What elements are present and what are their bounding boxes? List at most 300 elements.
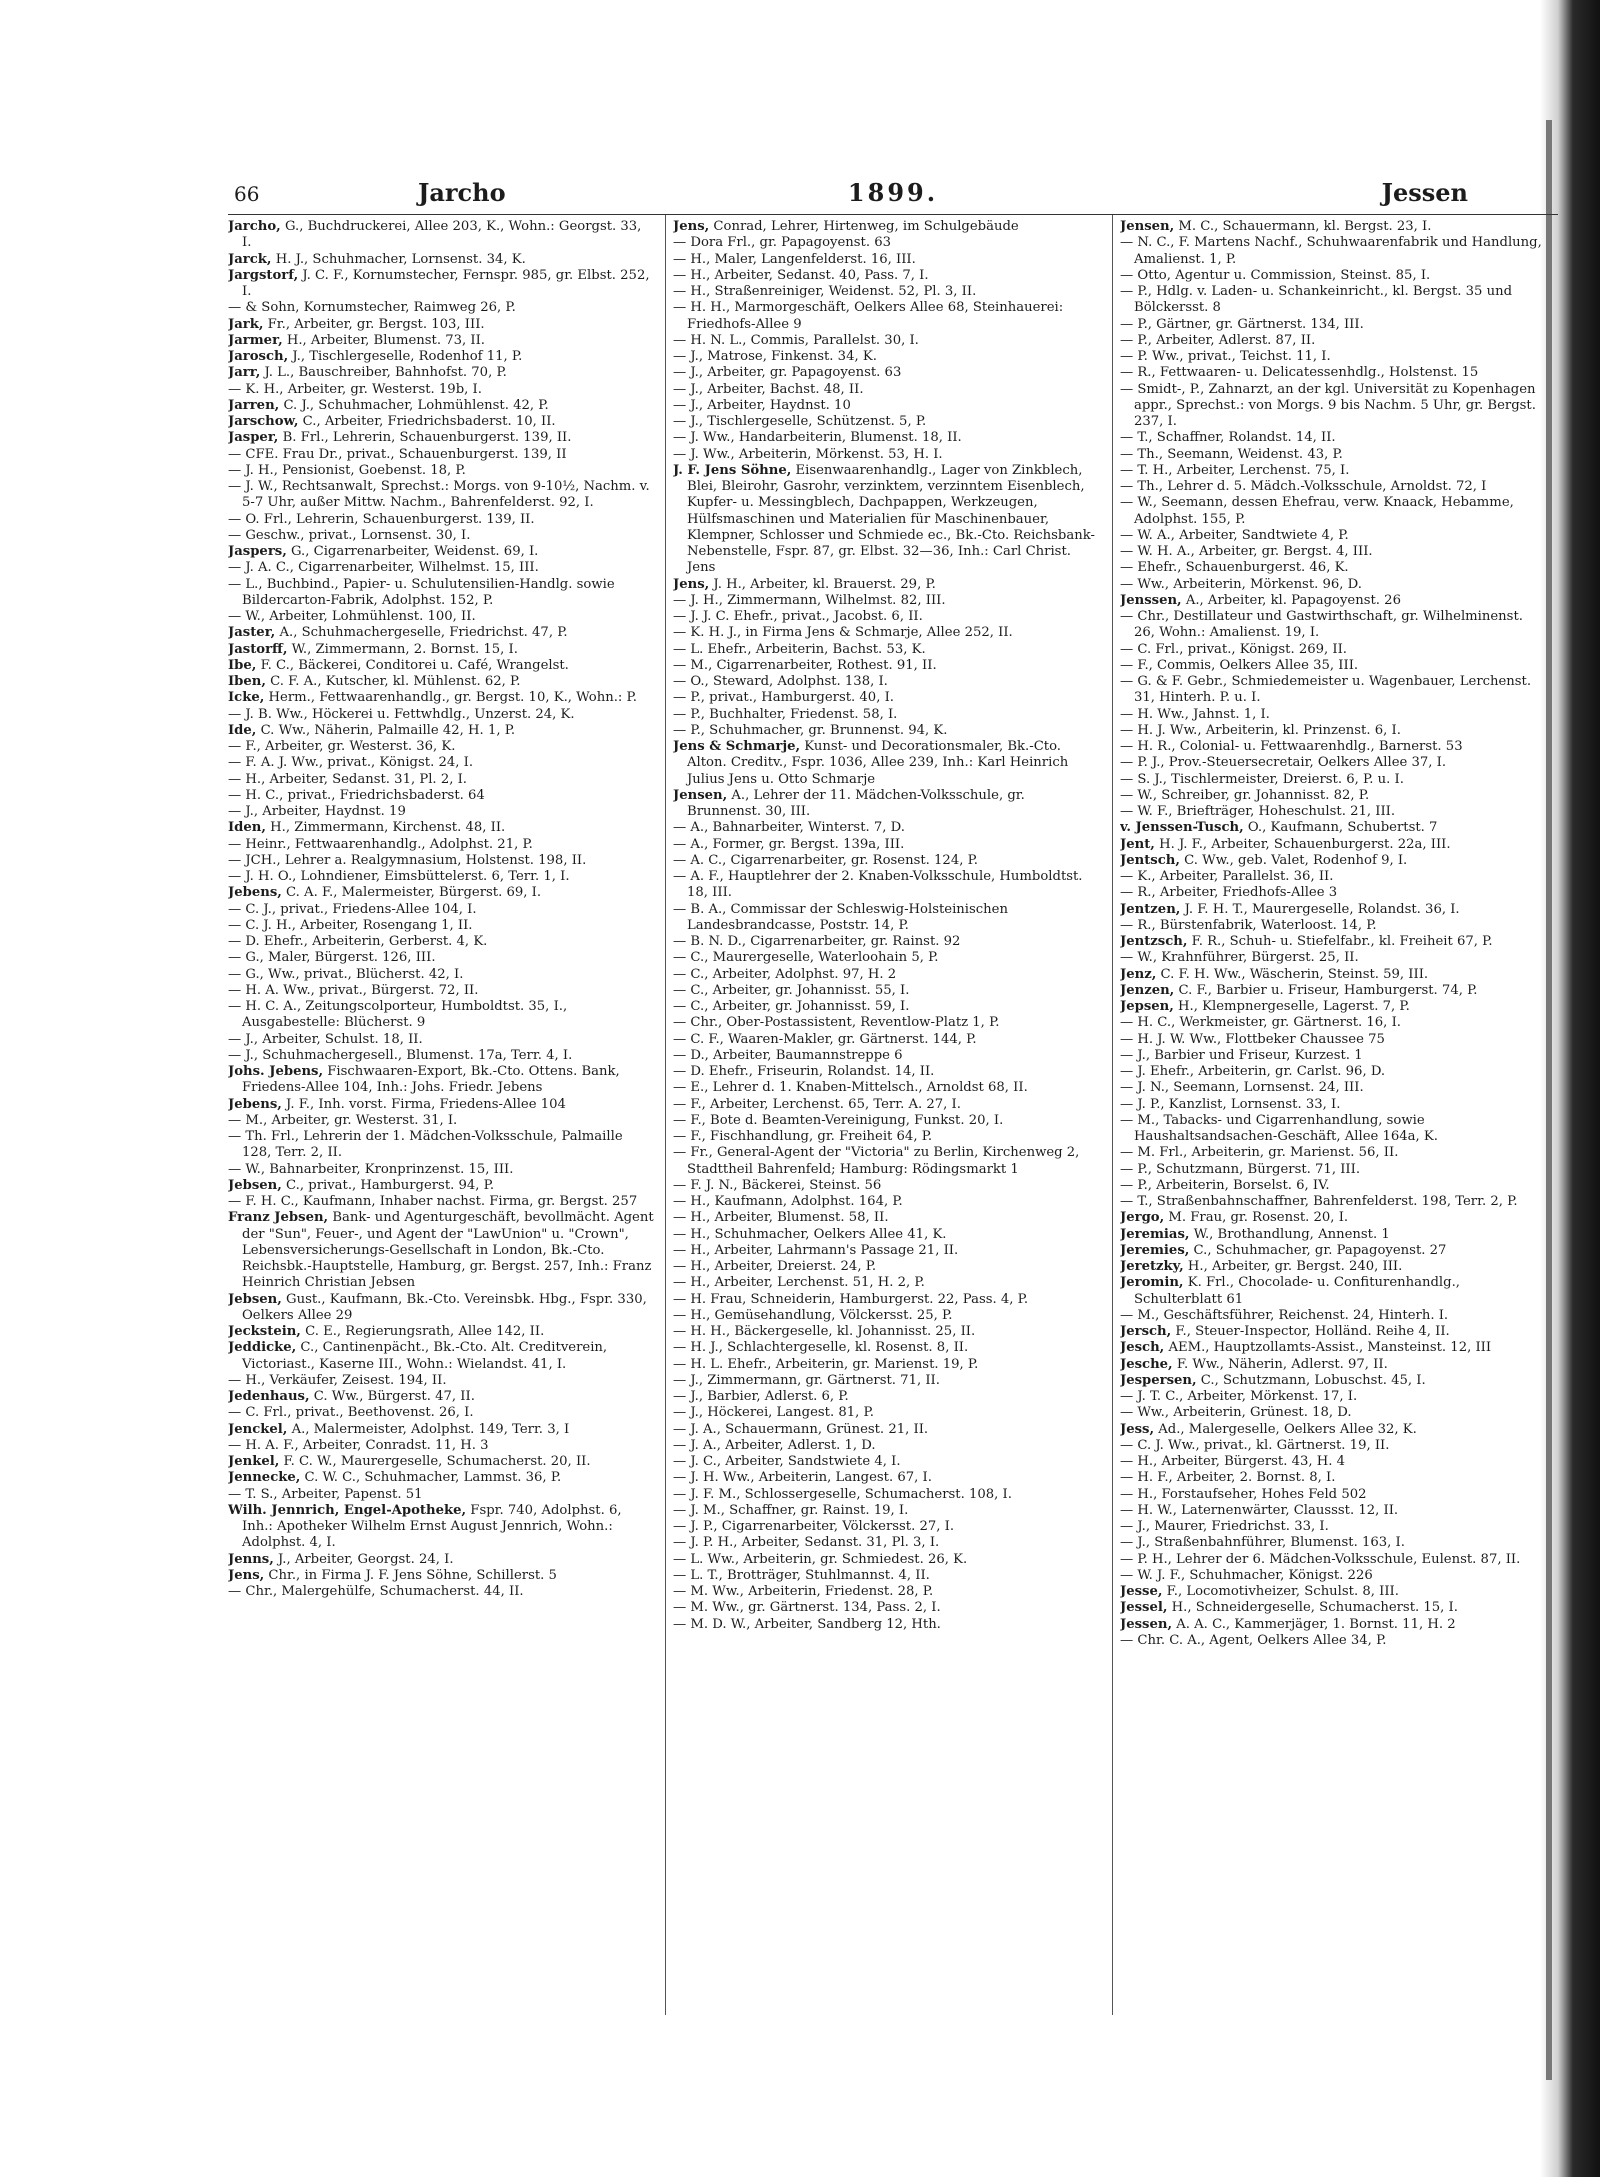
entry-details: — T., Schaffner, Rolandst. 14, II. [1120, 430, 1336, 446]
entry-details: — H., Forstaufseher, Hohes Feld 502 [1120, 1486, 1367, 1502]
entry-details: F., Locomotivheizer, Schulst. 8, III. [1162, 1584, 1399, 1599]
directory-entry [1120, 1600, 1546, 1616]
directory-entry [228, 300, 654, 316]
directory-entry [673, 739, 1099, 788]
entry-details: C., Arbeiter, Friedrichsbaderst. 10, II. [298, 414, 556, 429]
directory-entry [1120, 1178, 1546, 1194]
entry-details: — W., Krahnführer, Bürgerst. 25, II. [1120, 950, 1359, 966]
entry-details: — Otto, Agentur u. Commission, Steinst. 85, I. [1120, 267, 1431, 283]
directory-entry [1120, 885, 1546, 901]
entry-details: O., Kaufmann, Schubertst. 7 [1243, 820, 1438, 836]
entry-details: — L. Ww., Arbeiterin, gr. Schmiedest. 26, K. [673, 1551, 968, 1567]
entry-details: J. F. H. T., Maurergeselle, Rolandst. 36, I. [1180, 901, 1460, 917]
entry-details: — J., Barbier, Adlerst. 6, P. [673, 1389, 849, 1404]
entry-details: C., Cantinenpächt., Bk.-Cto. Alt. Creditverein, Victoriast., Kaserne III., Wohn.: Wielandst. 41, I. [242, 1340, 608, 1372]
directory-entry [673, 1519, 1099, 1535]
entry-details: W., Zimmermann, 2. Bornst. 15, I. [287, 641, 518, 657]
directory-entry [1120, 707, 1546, 723]
directory-entry [228, 820, 654, 836]
entry-details: — A., Bahnarbeiter, Winterst. 7, D. [673, 820, 905, 836]
entry-details: M. Frau, gr. Rosenst. 20, I. [1164, 1210, 1349, 1226]
directory-entry [228, 317, 654, 333]
directory-entry [673, 820, 1099, 836]
entry-details: — J. A., Schauermann, Grünest. 21, II. [673, 1421, 929, 1437]
directory-entry [1120, 333, 1546, 349]
directory-entry [673, 788, 1099, 821]
entry-details: — H., Arbeiter, Lahrmann's Passage 21, II. [673, 1242, 959, 1258]
entry-details: — H., Arbeiter, Sedanst. 31, Pl. 2, I. [228, 771, 467, 787]
entry-details: — P. J., Prov.-Steuersecretair, Oelkers Allee 37, I. [1120, 755, 1447, 771]
entry-details: J. H., Arbeiter, kl. Brauerst. 29, P. [709, 576, 936, 592]
directory-entry [228, 1032, 654, 1048]
directory-entry [673, 398, 1099, 414]
entry-surname: Jensen, [1120, 219, 1175, 234]
directory-entry [1120, 577, 1546, 593]
entry-details: — Fr., General-Agent der "Victoria" zu Berlin, Kirchenweg 2, Stadttheil Bahrenfeld; Hamburg: Rödingsmarkt 1 [673, 1145, 1080, 1177]
entry-details: A., Schuhmachergeselle, Friedrichst. 47, P. [275, 625, 568, 641]
entry-details: — H., Arbeiter, Bürgerst. 43, H. 4 [1120, 1454, 1346, 1469]
directory-entry [1120, 723, 1546, 739]
entry-details: — H., Schuhmacher, Oelkers Allee 41, K. [673, 1226, 947, 1242]
directory-entry [228, 690, 654, 706]
entry-surname: Ide, [228, 722, 257, 738]
entry-details: — W., Seemann, dessen Ehefrau, verw. Knaack, Hebamme, Adolphst. 155, P. [1120, 495, 1514, 527]
directory-entry [1120, 219, 1546, 235]
entry-details: — J. H., Pensionist, Goebenst. 18, P. [228, 462, 466, 478]
entry-surname: Jeddicke, [228, 1340, 297, 1356]
directory-entry [673, 284, 1099, 300]
directory-entry [1120, 772, 1546, 788]
entry-surname: Jessel, [1120, 1600, 1168, 1616]
entry-surname: Jeckstein, [228, 1324, 301, 1339]
entry-surname: Jark, [228, 316, 264, 332]
directory-entry [1120, 317, 1546, 333]
running-head-last-entry: Jessen [1381, 178, 1468, 207]
directory-entry [1120, 1048, 1546, 1064]
entry-details: — Th., Seemann, Weidenst. 43, P. [1120, 446, 1343, 462]
entry-details: — P., Schutzmann, Bürgerst. 71, III. [1120, 1161, 1361, 1177]
entry-surname: Jarmer, [228, 332, 283, 348]
entry-details: — H., Arbeiter, Lerchenst. 51, H. 2, P. [673, 1275, 925, 1291]
entry-surname: Jeremies, [1120, 1242, 1190, 1258]
directory-entry [673, 1373, 1099, 1389]
entry-details: — J. Ehefr., Arbeiterin, gr. Carlst. 96, D. [1120, 1064, 1386, 1079]
entry-details: — F., Fischhandlung, gr. Freiheit 64, P. [673, 1129, 933, 1144]
entry-details: — H., Arbeiter, Sedanst. 40, Pass. 7, I. [673, 267, 929, 283]
directory-entry [673, 1227, 1099, 1243]
entry-details: — J. Ww., Arbeiterin, Mörkenst. 53, H. I. [673, 446, 943, 462]
entry-details: C. Ww., Bürgerst. 47, II. [309, 1389, 475, 1404]
directory-entry [673, 609, 1099, 625]
entry-details: — O., Steward, Adolphst. 138, I. [673, 674, 888, 689]
entry-surname: Jarcho, [228, 219, 281, 234]
directory-entry [673, 658, 1099, 674]
directory-entry [228, 333, 654, 349]
directory-entry [228, 1064, 654, 1097]
directory-entry [1120, 755, 1546, 771]
entry-details: G., Cigarrenarbeiter, Weidenst. 69, I. [286, 544, 539, 559]
page-header [228, 178, 1558, 215]
entry-details: F. R., Schuh- u. Stiefelfabr., kl. Freiheit 67, P. [1187, 934, 1493, 949]
entry-details: Fspr. 740, Adolphst. 6, Inh.: Apotheker Wilhelm Ernst August Jennrich, Wohn.: Adolphst. 4, I. [242, 1502, 622, 1551]
directory-entry [673, 837, 1099, 853]
entry-details: — W., Arbeiter, Lohmühlenst. 100, II. [228, 609, 476, 624]
entry-details: C. F., Barbier u. Friseur, Hamburgerst. 74, P. [1174, 982, 1478, 998]
entry-details: — B. N. D., Cigarrenarbeiter, gr. Rainst. 92 [673, 934, 961, 949]
directory-entry [1120, 950, 1546, 966]
directory-entry [673, 902, 1099, 935]
entry-surname: Johs. Jebens, [228, 1064, 324, 1079]
directory-entry [1120, 1162, 1546, 1178]
directory-entry [673, 268, 1099, 284]
directory-entry [228, 1194, 654, 1210]
directory-entry [228, 414, 654, 430]
directory-entry [1120, 1535, 1546, 1551]
entry-details: H., Zimmermann, Kirchenst. 48, II. [265, 820, 506, 836]
entry-details: — Chr. C. A., Agent, Oelkers Allee 34, P. [1120, 1632, 1387, 1648]
directory-entry [1120, 1275, 1546, 1308]
entry-details: A. A. C., Kammerjäger, 1. Bornst. 11, H. 2 [1172, 1616, 1456, 1632]
directory-entry [673, 1015, 1099, 1031]
entry-details: H., Arbeiter, gr. Bergst. 240, III. [1183, 1259, 1403, 1274]
directory-entry [1120, 658, 1546, 674]
entry-details: — K. H., Arbeiter, gr. Westerst. 19b, I. [228, 381, 482, 397]
directory-entry [673, 1503, 1099, 1519]
directory-entry [228, 772, 654, 788]
entry-details: — Chr., Destillateur und Gastwirthschaft, gr. Wilhelminenst. 26, Wohn.: Amalienst. 19, I. [1120, 609, 1523, 641]
entry-details: — M., Cigarrenarbeiter, Rothest. 91, II. [673, 657, 937, 673]
entry-surname: Jersch, [1120, 1324, 1172, 1339]
directory-entry [673, 593, 1099, 609]
entry-details: — J. N., Seemann, Lornsenst. 24, III. [1120, 1080, 1364, 1096]
entry-details: — JCH., Lehrer a. Realgymnasium, Holstenst. 198, II. [228, 852, 587, 868]
directory-entry [228, 934, 654, 950]
entry-details: — T., Straßenbahnschaffner, Bahrenfelderst. 198, Terr. 2, P. [1120, 1194, 1518, 1209]
entry-details: — W. H. A., Arbeiter, gr. Bergst. 4, III. [1120, 544, 1373, 559]
entry-surname: Jarr, [228, 365, 261, 381]
directory-entry [1120, 674, 1546, 707]
directory-entry [1120, 1584, 1546, 1600]
entry-details: — W., Bahnarbeiter, Kronprinzenst. 15, III. [228, 1161, 514, 1177]
entry-details: — Th. Frl., Lehrerin der 1. Mädchen-Volksschule, Palmaille 128, Terr. 2, II. [228, 1129, 623, 1161]
directory-entry [1120, 983, 1546, 999]
directory-entry [673, 1178, 1099, 1194]
entry-surname: Jepsen, [1120, 999, 1174, 1014]
directory-entry [673, 674, 1099, 690]
entry-details: — F. J. N., Bäckerei, Steinst. 56 [673, 1177, 882, 1193]
directory-entry [228, 625, 654, 641]
running-head-year: 1899. [847, 178, 939, 207]
entry-surname: Jenz, [1120, 966, 1157, 982]
directory-entry [1120, 902, 1546, 918]
entry-details: — L. T., Brotträger, Stuhlmannst. 4, II. [673, 1567, 930, 1583]
entry-details: F. Ww., Näherin, Adlerst. 97, II. [1172, 1356, 1388, 1372]
directory-entry [228, 739, 654, 755]
entry-details: — Dora Frl., gr. Papagoyenst. 63 [673, 235, 891, 251]
directory-entry [1120, 1568, 1546, 1584]
entry-surname: Franz Jebsen, [228, 1210, 329, 1226]
entry-surname: Jarck, [228, 251, 272, 267]
directory-entry [1120, 430, 1546, 446]
entry-details: — H. A. Ww., privat., Bürgerst. 72, II. [228, 982, 479, 998]
directory-entry [673, 934, 1099, 950]
entry-details: — R., Arbeiter, Friedhofs-Allee 3 [1120, 885, 1338, 901]
entry-details: — J., Höckerei, Langest. 81, P. [673, 1405, 874, 1421]
directory-entry [228, 1503, 654, 1552]
entry-surname: Jespersen, [1120, 1372, 1197, 1388]
entry-surname: Jenssen, [1120, 592, 1182, 608]
entry-details: — Ehefr., Schauenburgerst. 46, K. [1120, 560, 1349, 576]
entry-surname: Jens & Schmarje, [673, 739, 801, 754]
entry-details: — M. D. W., Arbeiter, Sandberg 12, Hth. [673, 1616, 941, 1632]
entry-details: — H. H., Marmorgeschäft, Oelkers Allee 68, Steinhauerei: Friedhofs-Allee 9 [673, 300, 1064, 332]
entry-details: — J. M., Schaffner, gr. Rainst. 19, I. [673, 1502, 909, 1518]
entry-surname: Jeremias, [1120, 1226, 1190, 1242]
entry-details: Herm., Fettwaarenhandlg., gr. Bergst. 10, K., Wohn.: P. [264, 690, 637, 706]
entry-details: C. F. H. Ww., Wäscherin, Steinst. 59, III. [1156, 966, 1429, 982]
directory-entry [673, 382, 1099, 398]
entry-details: G., Buchdruckerei, Allee 203, K., Wohn.: Georgst. 33, I. [242, 219, 642, 251]
directory-entry [673, 1210, 1099, 1226]
entry-details: — Ww., Arbeiterin, Mörkenst. 96, D. [1120, 576, 1362, 592]
entry-surname: Jenkel, [228, 1454, 280, 1469]
entry-surname: Jebens, [228, 885, 282, 901]
entry-details: — H. J. W. Ww., Flottbeker Chaussee 75 [1120, 1031, 1385, 1047]
directory-entry [228, 349, 654, 365]
entry-details: — P., Arbeiterin, Borselst. 6, IV. [1120, 1177, 1330, 1193]
entry-surname: Jentsch, [1120, 852, 1180, 868]
entry-details: — H. C. A., Zeitungscolporteur, Humboldtst. 35, I., Ausgabestelle: Blücherst. 9 [228, 999, 568, 1031]
entry-details: F., Steuer-Inspector, Holländ. Reihe 4, II. [1171, 1324, 1450, 1339]
directory-entry [228, 1422, 654, 1438]
directory-entry [228, 1340, 654, 1373]
entry-details: A., Arbeiter, kl. Papagoyenst. 26 [1181, 592, 1401, 608]
entry-details: H., Schneidergeselle, Schumacherst. 15, I. [1167, 1600, 1458, 1616]
entry-surname: Jebens, [228, 1096, 282, 1112]
entry-details: — W. F., Briefträger, Hoheschulst. 21, III. [1120, 804, 1396, 819]
directory-entry [1120, 1259, 1546, 1275]
entry-surname: Jarren, [228, 397, 280, 413]
entry-details: — H. C., Werkmeister, gr. Gärtnerst. 16, I. [1120, 1015, 1401, 1031]
entry-details: — H. R., Colonial- u. Fettwaarenhdlg., Barnerst. 53 [1120, 739, 1463, 754]
directory-entry [1120, 365, 1546, 381]
directory-entry [1120, 788, 1546, 804]
directory-entry [1120, 869, 1546, 885]
directory-entry [228, 1292, 654, 1325]
directory-entry [673, 333, 1099, 349]
entry-details: Gust., Kaufmann, Bk.-Cto. Vereinsbk. Hbg., Fspr. 330, Oelkers Allee 29 [242, 1291, 647, 1323]
entry-details: — J. Ww., Handarbeiterin, Blumenst. 18, II. [673, 430, 962, 446]
entry-details: K. Frl., Chocolade- u. Confiturenhandlg., Schulterblatt 61 [1134, 1275, 1460, 1307]
directory-entry [673, 999, 1099, 1015]
entry-details: — R., Fettwaaren- u. Delicatessenhdlg., Holstenst. 15 [1120, 365, 1479, 381]
entry-details: — J., Arbeiter, Haydnst. 10 [673, 397, 851, 413]
entry-details: H. J., Schuhmacher, Lornsenst. 34, K. [271, 251, 526, 267]
entry-details: — M. Frl., Arbeiterin, gr. Marienst. 56, II. [1120, 1145, 1399, 1161]
directory-entry [228, 983, 654, 999]
entry-surname: Wilh. Jennrich, Engel-Apotheke, [228, 1502, 467, 1518]
entry-details: C. W. C., Schuhmacher, Lammst. 36, P. [300, 1470, 562, 1486]
directory-entry [1120, 739, 1546, 755]
entry-surname: Jesche, [1120, 1356, 1173, 1372]
directory-entry [673, 252, 1099, 268]
entry-details: — J. P. H., Arbeiter, Sedanst. 31, Pl. 3, I. [673, 1535, 940, 1551]
entry-surname: Icke, [228, 690, 265, 706]
directory-entry [228, 804, 654, 820]
entry-details: — J. T. C., Arbeiter, Mörkenst. 17, I. [1120, 1389, 1358, 1404]
directory-entry [1120, 1487, 1546, 1503]
directory-entry [673, 869, 1099, 902]
directory-entry [673, 1324, 1099, 1340]
entry-details: — J. A., Arbeiter, Adlerst. 1, D. [673, 1437, 876, 1453]
directory-entry [228, 642, 654, 658]
directory-entry [228, 609, 654, 625]
entry-surname: Jess, [1120, 1421, 1155, 1437]
directory-entry [228, 902, 654, 918]
directory-entry [673, 430, 1099, 446]
directory-entry [228, 447, 654, 463]
directory-entry [1120, 235, 1546, 268]
entry-details: — H., Maler, Langenfelderst. 16, III. [673, 251, 916, 267]
directory-entry [673, 414, 1099, 430]
directory-entry [1120, 853, 1546, 869]
entry-details: — J., Arbeiter, Schulst. 18, II. [228, 1031, 423, 1047]
entry-details: — Ww., Arbeiterin, Grünest. 18, D. [1120, 1405, 1352, 1421]
entry-details: — H. C., privat., Friedrichsbaderst. 64 [228, 787, 485, 803]
entry-surname: Jessen, [1120, 1616, 1173, 1632]
entry-details: — H., Gemüsehandlung, Völckersst. 25, P. [673, 1307, 953, 1323]
entry-details: — R., Bürstenfabrik, Waterloost. 14, P. [1120, 917, 1377, 933]
entry-surname: Jennecke, [228, 1470, 301, 1486]
directory-entry [1120, 1243, 1546, 1259]
entry-details: — J. P., Cigarrenarbeiter, Völckersst. 27, I. [673, 1519, 955, 1534]
entry-surname: J. F. Jens Söhne, [673, 462, 792, 478]
directory-entry [228, 918, 654, 934]
entry-details: — H. F., Arbeiter, 2. Bornst. 8, I. [1120, 1470, 1336, 1486]
directory-entry [1120, 1617, 1546, 1633]
directory-entry [673, 1454, 1099, 1470]
directory-entry [673, 1308, 1099, 1324]
directory-entry [1120, 1357, 1546, 1373]
entry-surname: Jesse, [1120, 1584, 1163, 1599]
entry-details: — F., Bote d. Beamten-Vereinigung, Funkst. 20, I. [673, 1112, 1004, 1128]
entry-details: C., Schuhmacher, gr. Papagoyenst. 27 [1189, 1242, 1447, 1258]
entry-details: — H., Arbeiter, Dreierst. 24, P. [673, 1259, 877, 1274]
directory-entry [1120, 1454, 1546, 1470]
entry-details: — C. J. H., Arbeiter, Rosengang 1, II. [228, 917, 473, 933]
directory-entry [1120, 284, 1546, 317]
entry-details: — J., Arbeiter, Bachst. 48, II. [673, 381, 864, 397]
directory-entry [1120, 642, 1546, 658]
entry-details: C., Schutzmann, Lobuschst. 45, I. [1196, 1372, 1426, 1388]
entry-details: — J., Straßenbahnführer, Blumenst. 163, I. [1120, 1535, 1405, 1551]
entry-details: C. F. A., Kutscher, kl. Mühlenst. 62, P. [265, 674, 521, 689]
entry-details: — H., Verkäufer, Zeisest. 194, II. [228, 1372, 447, 1388]
directory-entry [1120, 1064, 1546, 1080]
directory-entry [1120, 1389, 1546, 1405]
directory-entry [673, 1438, 1099, 1454]
column-1 [228, 219, 654, 1600]
entry-surname: Jeretzky, [1120, 1259, 1184, 1274]
directory-entry [228, 382, 654, 398]
directory-entry [1120, 1210, 1546, 1226]
directory-entry [673, 1535, 1099, 1551]
entry-surname: Jesch, [1120, 1340, 1165, 1356]
directory-entry [228, 1324, 654, 1340]
directory-entry [228, 1584, 654, 1600]
directory-entry [673, 1032, 1099, 1048]
entry-details: — J. J. C. Ehefr., privat., Jacobst. 6, II. [673, 609, 923, 624]
entry-details: — K., Arbeiter, Parallelst. 36, II. [1120, 869, 1334, 884]
entry-details: Kunst- und Decorationsmaler, Bk.-Cto. Alton. Creditv., Fspr. 1036, Allee 239, Inh.: Karl Heinrich Julius Jens u. Otto Schmarje [687, 739, 1069, 787]
entry-details: W., Brothandlung, Annenst. 1 [1189, 1226, 1390, 1242]
columns-area [228, 215, 1558, 2035]
entry-details: F. C., Bäckerei, Conditorei u. Café, Wrangelst. [256, 657, 569, 673]
directory-entry [228, 1129, 654, 1162]
directory-entry [1120, 560, 1546, 576]
entry-details: — H. J., Schlachtergeselle, kl. Rosenst. 8, II. [673, 1340, 969, 1356]
directory-entry [673, 1080, 1099, 1096]
entry-details: — J., Maurer, Friedrichst. 33, I. [1120, 1519, 1329, 1534]
directory-entry [228, 1487, 654, 1503]
entry-details: — W. J. F., Schuhmacher, Königst. 226 [1120, 1567, 1373, 1583]
entry-details: — J., Matrose, Finkenst. 34, K. [673, 349, 877, 364]
directory-entry [228, 528, 654, 544]
directory-entry [228, 1373, 654, 1389]
directory-entry [673, 1194, 1099, 1210]
directory-entry [228, 1470, 654, 1486]
entry-surname: Jarschow, [228, 414, 299, 429]
directory-entry [673, 1568, 1099, 1584]
running-head-first-entry: Jarcho [418, 178, 506, 207]
directory-entry [673, 1259, 1099, 1275]
entry-details: Bank- und Agenturgeschäft, bevollmächt. Agent der "Sun", Feuer-, und Agent der "LawUnion" u. "Crown", Lebensversicherungs-Gesellschaft in London, Bk.-Cto. Reichsbk.-Hauptstelle, Hamburg, gr. Bergst. 257, Inh.: Franz Heinrich Christian Jebsen [242, 1210, 654, 1291]
directory-entry [228, 723, 654, 739]
directory-entry [1120, 967, 1546, 983]
directory-entry [228, 268, 654, 301]
directory-entry [1120, 1340, 1546, 1356]
entry-details: — C., Arbeiter, gr. Johannisst. 55, I. [673, 982, 910, 998]
entry-details: — G. & F. Gebr., Schmiedemeister u. Wagenbauer, Lerchenst. 31, Hinterh. P. u. I. [1120, 674, 1532, 706]
entry-details: — K. H. J., in Firma Jens & Schmarje, Allee 252, II. [673, 625, 1013, 641]
entry-details: — J. H. Ww., Arbeiterin, Langest. 67, I. [673, 1470, 932, 1486]
entry-details: — C. F., Waaren-Makler, gr. Gärtnerst. 144, P. [673, 1031, 977, 1047]
directory-entry [673, 1405, 1099, 1421]
entry-details: — H. L. Ehefr., Arbeiterin, gr. Marienst. 19, P. [673, 1356, 979, 1372]
entry-details: — J. W., Rechtsanwalt, Sprechst.: Morgs. von 9-10½, Nachm. v. 5-7 Uhr, außer Mittw. Nachm., Bahrenfelderst. 92, I. [228, 479, 650, 511]
entry-details: C. A. F., Malermeister, Bürgerst. 69, I. [281, 885, 542, 901]
entry-details: — H. J. Ww., Arbeiterin, kl. Prinzenst. 6, I. [1120, 722, 1401, 738]
directory-entry [228, 1405, 654, 1421]
entry-details: — M., Tabacks- und Cigarrenhandlung, sowie Haushaltsandsachen-Geschäft, Allee 164a, K. [1120, 1112, 1438, 1144]
directory-entry [228, 463, 654, 479]
directory-entry [1120, 349, 1546, 365]
directory-entry [673, 349, 1099, 365]
directory-entry [673, 1064, 1099, 1080]
directory-entry [673, 690, 1099, 706]
entry-details: — C., Arbeiter, gr. Johannisst. 59, I. [673, 999, 910, 1014]
entry-details: — Geschw., privat., Lornsenst. 30, I. [228, 527, 471, 543]
entry-details: — H., Arbeiter, Blumenst. 58, II. [673, 1210, 889, 1226]
entry-details: — M. Ww., gr. Gärtnerst. 134, Pass. 2, I. [673, 1600, 941, 1616]
directory-entry [1120, 820, 1546, 836]
entry-details: — W., Schreiber, gr. Johannisst. 82, P. [1120, 787, 1370, 803]
entry-details: — C. J. Ww., privat., kl. Gärtnerst. 19, II. [1120, 1437, 1390, 1453]
entry-details: — D., Arbeiter, Baumannstreppe 6 [673, 1047, 903, 1063]
directory-entry [673, 967, 1099, 983]
entry-details: — H. N. L., Commis, Parallelst. 30, I. [673, 332, 919, 348]
entry-details: — P., Schuhmacher, gr. Brunnenst. 94, K. [673, 722, 948, 738]
